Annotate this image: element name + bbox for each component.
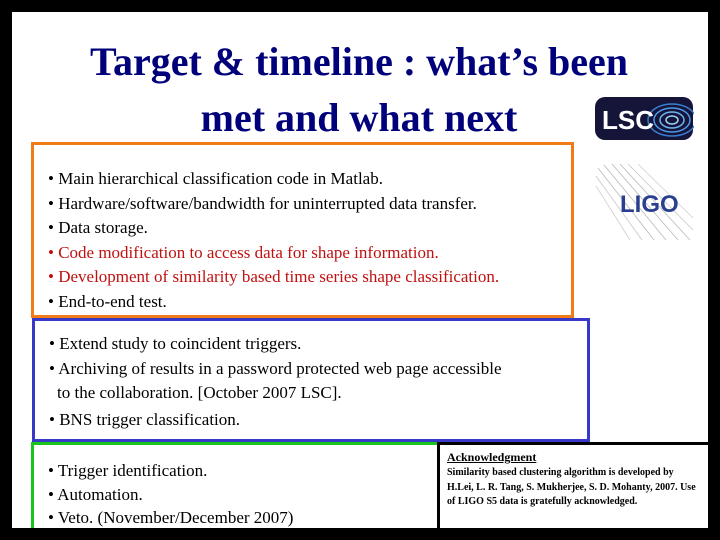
list-item: • Code modification to access data for shape information.	[48, 242, 439, 262]
current-work-box	[31, 142, 574, 318]
list-item: • Veto. (November/December 2007)	[48, 508, 294, 527]
list-item: • BNS trigger classification.	[49, 409, 241, 429]
list-item: • End-to-end test.	[48, 291, 167, 311]
lsc-logo	[594, 96, 694, 141]
acknowledgment-text: Similarity based clustering algorithm is developed by H.Lei, L. R. Tang, S. Mukherjee, S. D. Mohanty, 2007. Use of LIGO S5 data is gratefully acknowledged.	[447, 467, 696, 507]
acknowledgment-title: Acknowledgment	[447, 450, 537, 464]
title-line-2: met and what next	[200, 95, 518, 140]
next-steps-box	[32, 318, 590, 442]
slide-title	[26, 34, 692, 146]
list-item: • Trigger identification.	[48, 461, 208, 480]
acknowledgment-box	[437, 442, 710, 540]
list-item: • Archiving of results in a password protected web page accessible	[49, 358, 502, 378]
ligo-logo-text: LIGO	[620, 191, 679, 218]
future-work-box	[31, 442, 441, 540]
list-item: • Data storage.	[48, 218, 148, 237]
lsc-logo-text: LSC	[602, 105, 654, 135]
list-item: • Main hierarchical classification code in Matlab.	[48, 169, 383, 188]
list-item: • Hardware/software/bandwidth for uninterrupted data transfer.	[48, 193, 477, 213]
list-item: to the collaboration. [October 2007 LSC].	[57, 383, 342, 402]
list-item: • Development of similarity based time series shape classification.	[48, 267, 500, 286]
ligo-logo	[594, 162, 695, 242]
list-item: • Extend study to coincident triggers.	[49, 334, 302, 353]
list-item: • Automation.	[48, 484, 143, 504]
title-line-1: Target & timeline : what’s been	[89, 39, 629, 84]
